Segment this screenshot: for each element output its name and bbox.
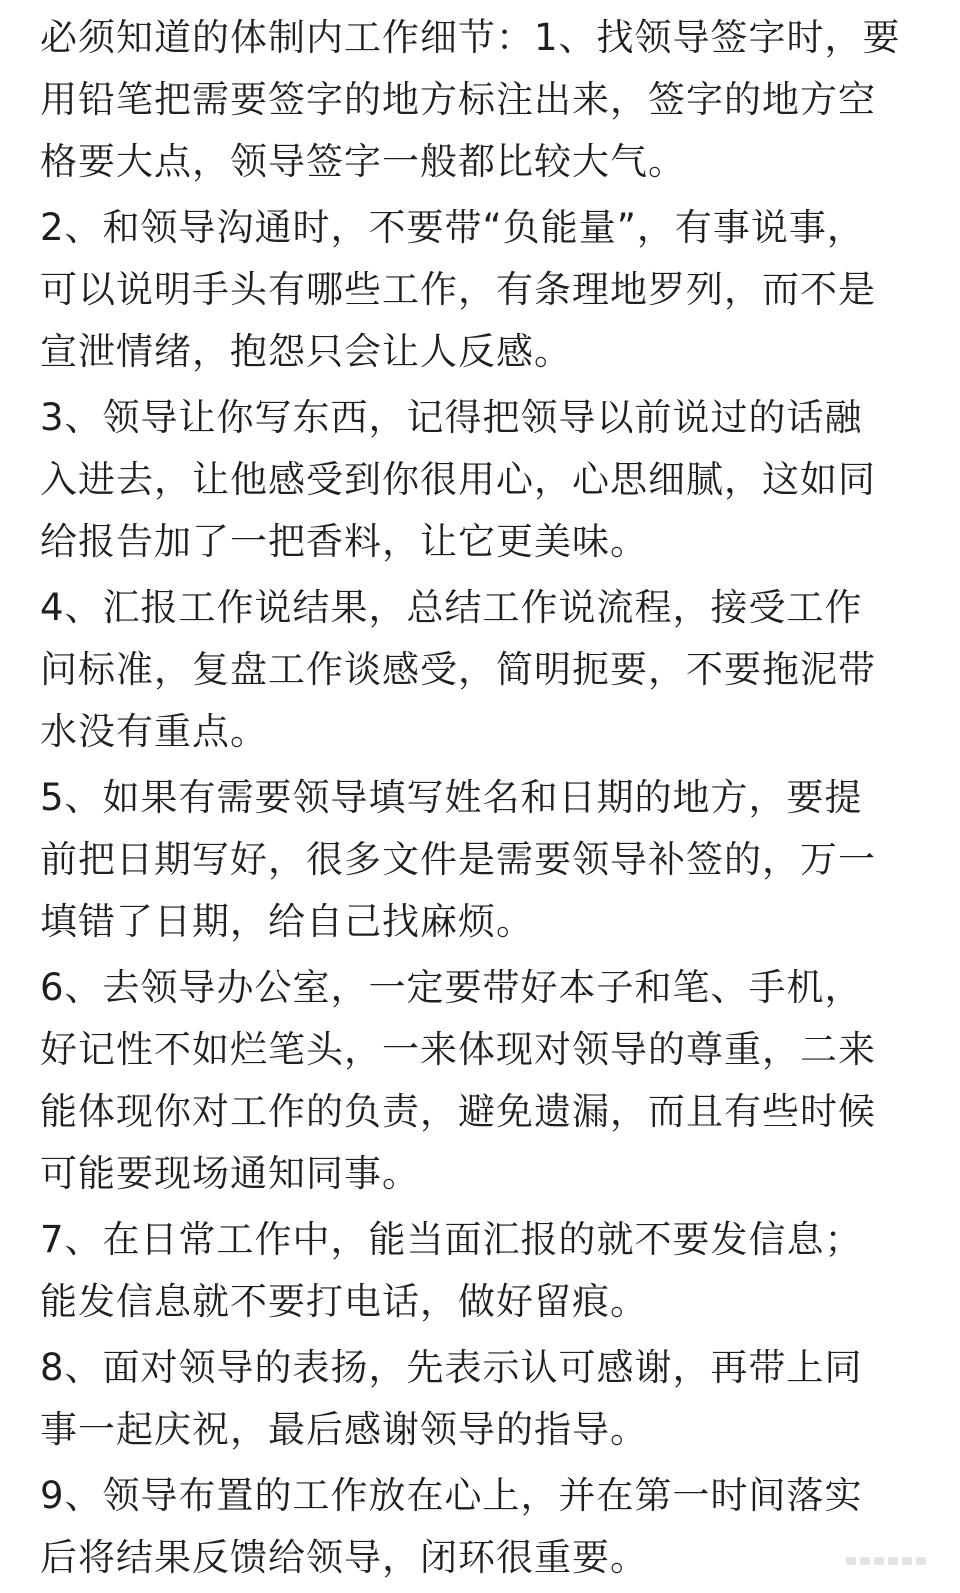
text-line: 能发信息就不要打电话，做好留痕。 xyxy=(40,1280,648,1323)
text-line: 宣泄情绪，抱怨只会让人反感。 xyxy=(40,330,572,373)
text-line: 8、面对领导的表扬，先表示认可感谢，再带上同 xyxy=(40,1346,863,1389)
text-line: 4、汇报工作说结果，总结工作说流程，接受工作 xyxy=(40,586,863,629)
text-line: 填错了日期，给自己找麻烦。 xyxy=(40,900,534,943)
text-line: 前把日期写好，很多文件是需要领导补签的，万一 xyxy=(40,838,876,881)
text-line: 能体现你对工作的负责，避免遗漏，而且有些时候 xyxy=(40,1090,876,1133)
text-line: 6、去领导办公室，一定要带好本子和笔、手机， xyxy=(40,966,863,1009)
text-line: 可能要现场通知同事。 xyxy=(40,1152,420,1195)
text-line: 7、在日常工作中，能当面汇报的就不要发信息； xyxy=(40,1218,863,1261)
text-line: 好记性不如烂笔头，一来体现对领导的尊重，二来 xyxy=(40,1028,876,1071)
text-line: 给报告加了一把香料，让它更美味。 xyxy=(40,520,648,563)
text-line: 9、领导布置的工作放在心上，并在第一时间落实 xyxy=(40,1474,863,1517)
text-line: 用铅笔把需要签字的地方标注出来，签字的地方空 xyxy=(40,78,876,121)
text-line: 可以说明手头有哪些工作，有条理地罗列，而不是 xyxy=(40,268,876,311)
text-line: 水没有重点。 xyxy=(40,710,268,753)
text-line: 事一起庆祝，最后感谢领导的指导。 xyxy=(40,1408,648,1451)
text-line: 3、领导让你写东西，记得把领导以前说过的话融 xyxy=(40,396,863,439)
text-line: 2、和领导沟通时，不要带“负能量”，有事说事， xyxy=(40,206,865,249)
text-line: 后将结果反馈给领导，闭环很重要。 xyxy=(40,1536,648,1579)
watermark-logo xyxy=(844,1551,940,1571)
text-line: 格要大点，领导签字一般都比较大气。 xyxy=(40,140,686,183)
text-line: 必须知道的体制内工作细节：1、找领导签字时，要 xyxy=(40,16,901,59)
text-line: 5、如果有需要领导填写姓名和日期的地方，要提 xyxy=(40,776,863,819)
text-line: 入进去，让他感受到你很用心，心思细腻，这如同 xyxy=(40,458,876,501)
text-line: 问标准，复盘工作谈感受，简明扼要，不要拖泥带 xyxy=(40,648,876,691)
